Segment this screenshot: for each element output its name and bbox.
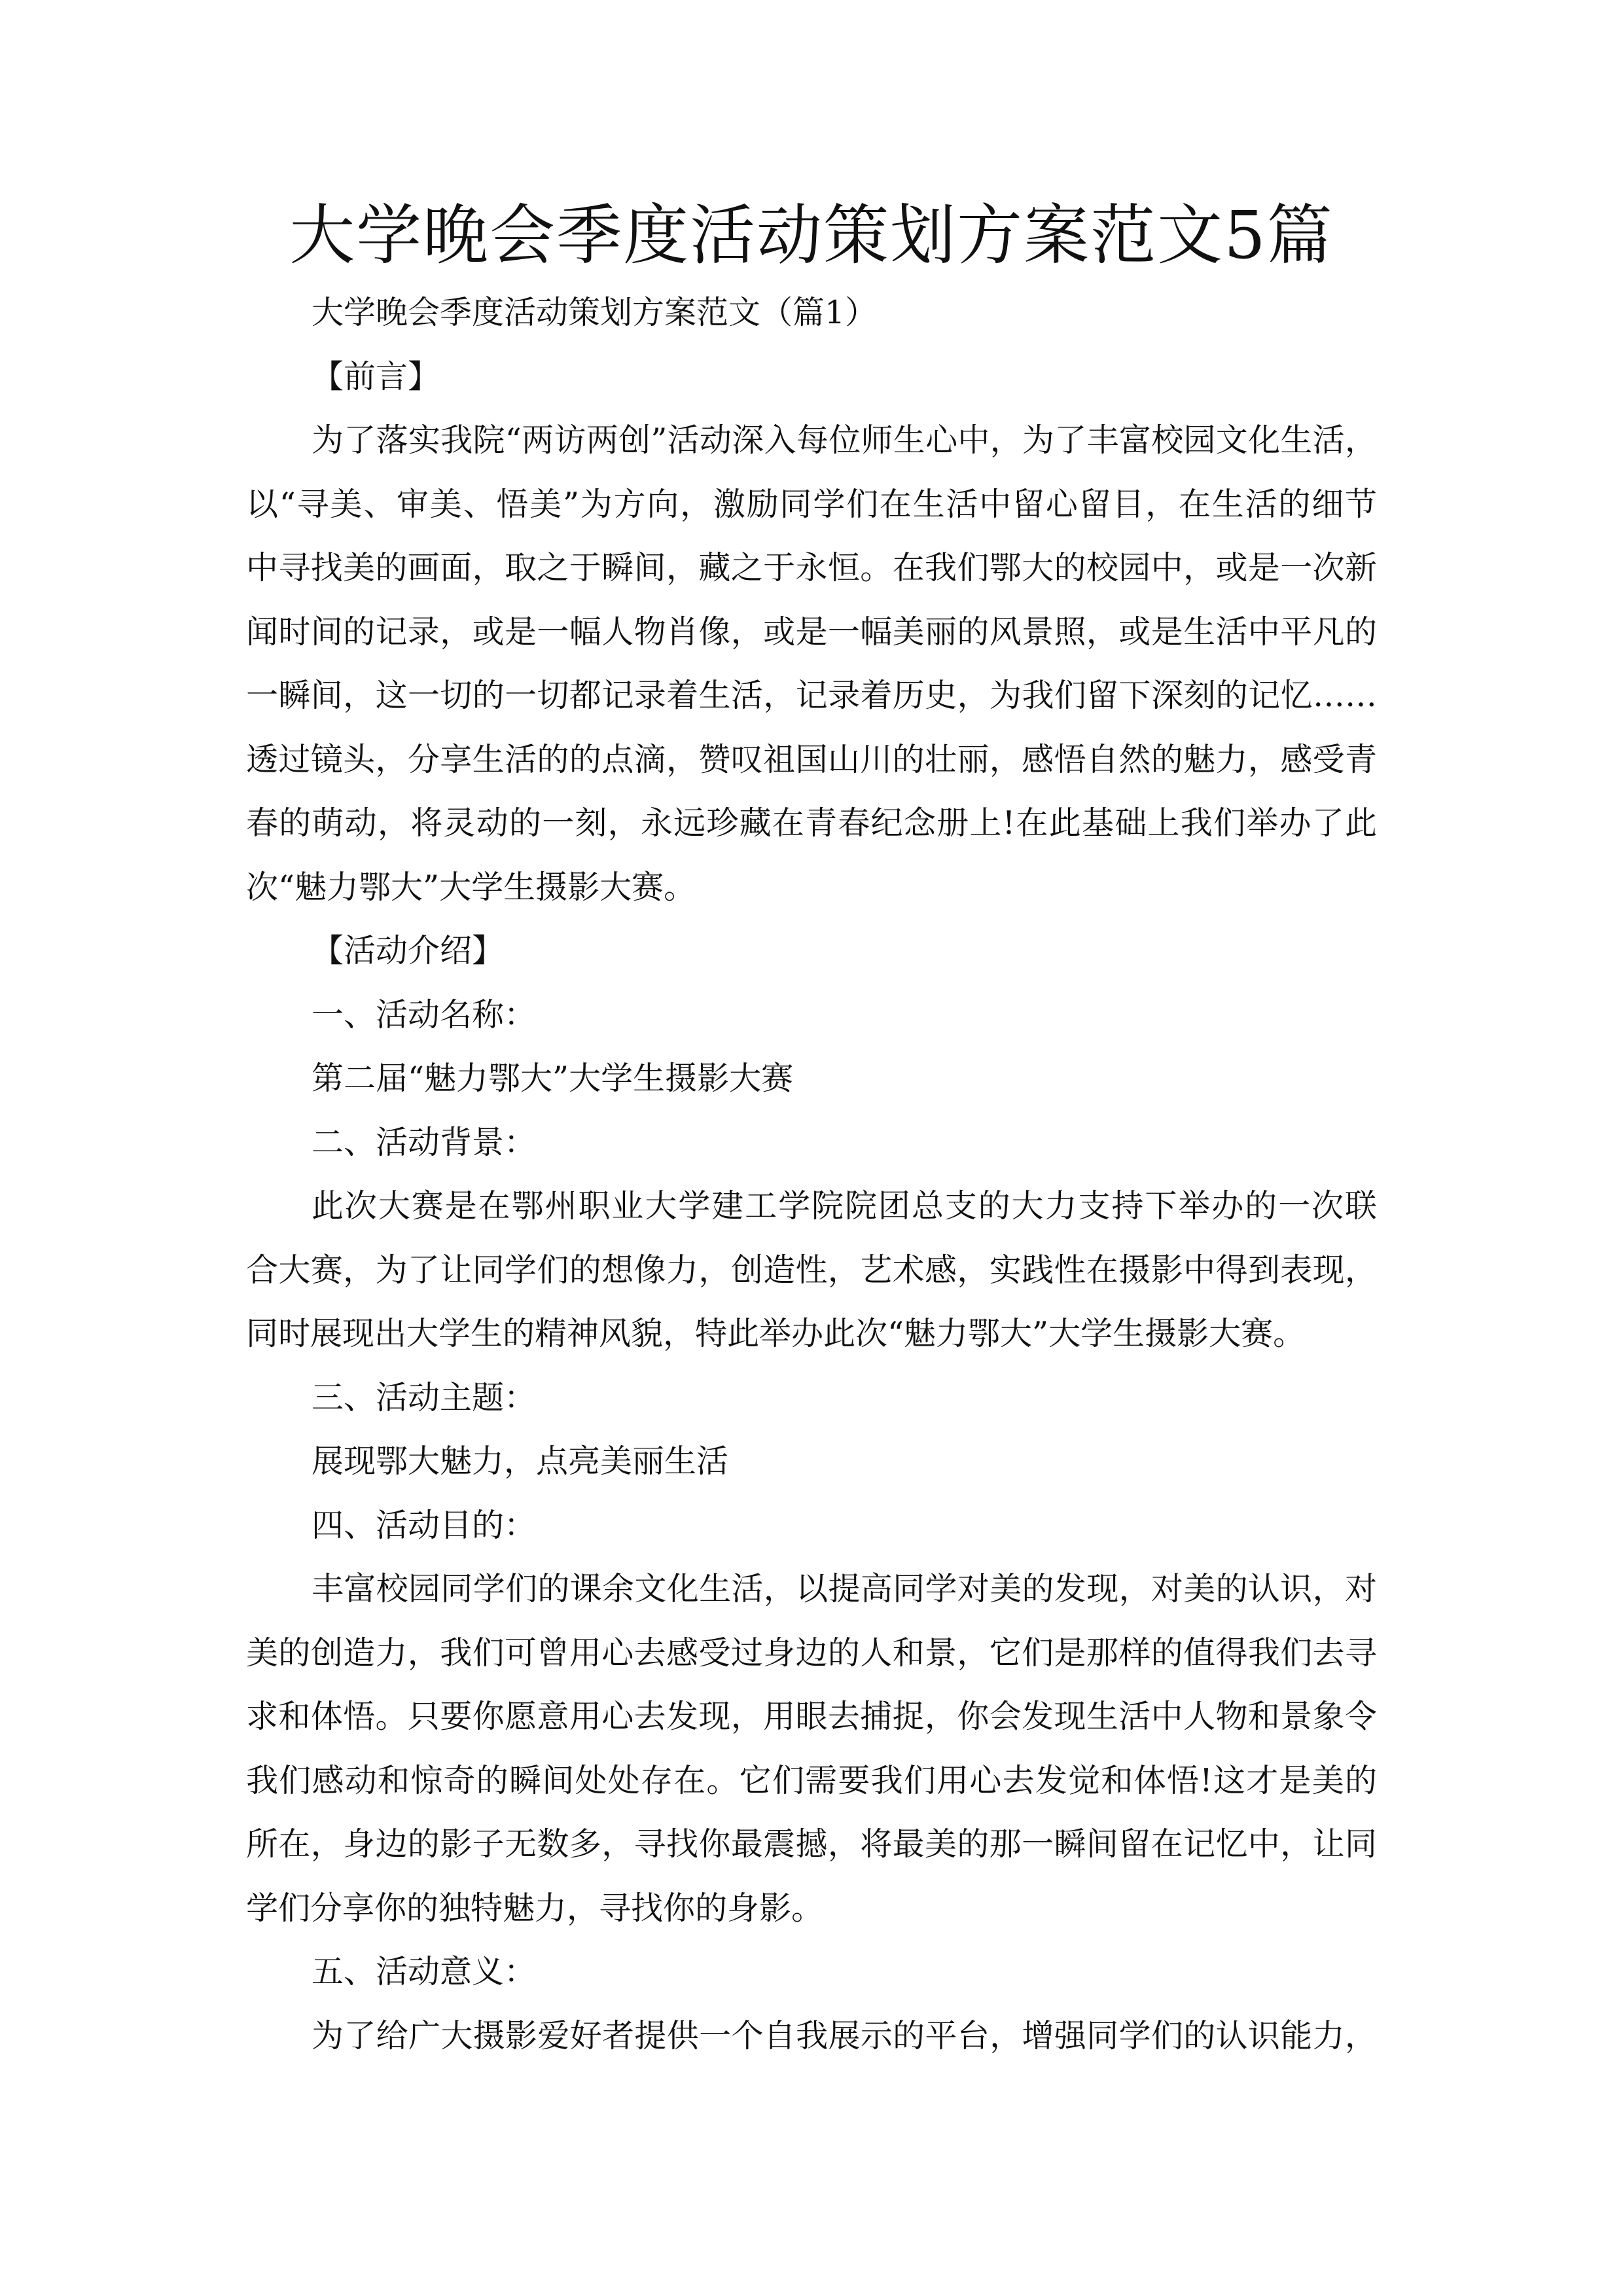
paragraph-line: 合大赛，为了让同学们的想像力，创造性，艺术感，实践性在摄影中得到表现， <box>246 1251 1377 1289</box>
paragraph-line: 中寻找美的画面，取之于瞬间，藏之于永恒。在我们鄂大的校园中，或是一次新 <box>246 549 1377 586</box>
section-line: 一、活动名称： <box>312 996 537 1033</box>
paragraph-line: 同时展现出大学生的精神风貌，特此举办此次“魅力鄂大”大学生摄影大赛。 <box>246 1315 1306 1352</box>
paragraph-line: 美的创造力，我们可曾用心去感受过身边的人和景，它们是那样的值得我们去寻 <box>246 1634 1377 1672</box>
paragraph-line: 以“寻美、审美、悟美”为方向，激励同学们在生活中留心留目，在生活的细节 <box>246 485 1377 523</box>
paragraph-line: 为了给广大摄影爱好者提供一个自我展示的平台，增强同学们的认识能力， <box>312 2017 1377 2054</box>
section-line: 【活动介绍】 <box>312 932 505 969</box>
paragraph-line: 闻时间的记录，或是一幅人物肖像，或是一幅美丽的风景照，或是生活中平凡的 <box>246 613 1377 651</box>
section-line: 第二届“魅力鄂大”大学生摄影大赛 <box>312 1060 794 1097</box>
paragraph <box>246 2004 1377 2068</box>
paragraph-line: 次“魅力鄂大”大学生摄影大赛。 <box>246 868 696 906</box>
section-line: 四、活动目的： <box>312 1506 537 1544</box>
paragraph-line: 春的萌动，将灵动的一刻，永远珍藏在青春纪念册上!在此基础上我们举办了此 <box>246 804 1377 842</box>
paragraph <box>246 408 1377 919</box>
section-line: 二、活动背景： <box>312 1123 537 1161</box>
section-line: 【前言】 <box>312 357 440 395</box>
section-line: 五、活动意义： <box>312 1953 537 1990</box>
document-body <box>246 281 1377 2068</box>
paragraph-line: 我们感动和惊奇的瞬间处处存在。它们需要我们用心去发觉和体悟!这才是美的 <box>246 1761 1377 1799</box>
paragraph-line: 求和体悟。只要你愿意用心去发现，用眼去捕捉，你会发现生活中人物和景象令 <box>246 1698 1377 1735</box>
paragraph-line: 学们分享你的独特魅力，寻找你的身影。 <box>246 1889 824 1927</box>
paragraph-line: 一瞬间，这一切的一切都记录着生活，记录着历史，为我们留下深刻的记忆…… <box>246 677 1377 714</box>
paragraph-line: 所在，身边的影子无数多，寻找你最震撼，将最美的那一瞬间留在记忆中，让同 <box>246 1825 1377 1863</box>
section-line: 展现鄂大魅力，点亮美丽生活 <box>312 1443 729 1480</box>
section-line: 三、活动主题： <box>312 1378 537 1416</box>
paragraph <box>246 1557 1377 1940</box>
paragraph-line: 为了落实我院“两访两创”活动深入每位师生心中，为了丰富校园文化生活， <box>312 422 1377 459</box>
document-title: 大学晚会季度活动策划方案范文5篇 <box>289 197 1334 274</box>
section-line: 大学晚会季度活动策划方案范文（篇1） <box>312 294 878 331</box>
paragraph-line: 丰富校园同学们的课余文化生活，以提高同学对美的发现，对美的认识，对 <box>312 1570 1377 1607</box>
paragraph-line: 此次大赛是在鄂州职业大学建工学院院团总支的大力支持下举办的一次联 <box>312 1187 1377 1225</box>
paragraph-line: 透过镜头，分享生活的的点滴，赞叹祖国山川的壮丽，感悟自然的魅力，感受青 <box>246 740 1377 778</box>
paragraph <box>246 1174 1377 1366</box>
